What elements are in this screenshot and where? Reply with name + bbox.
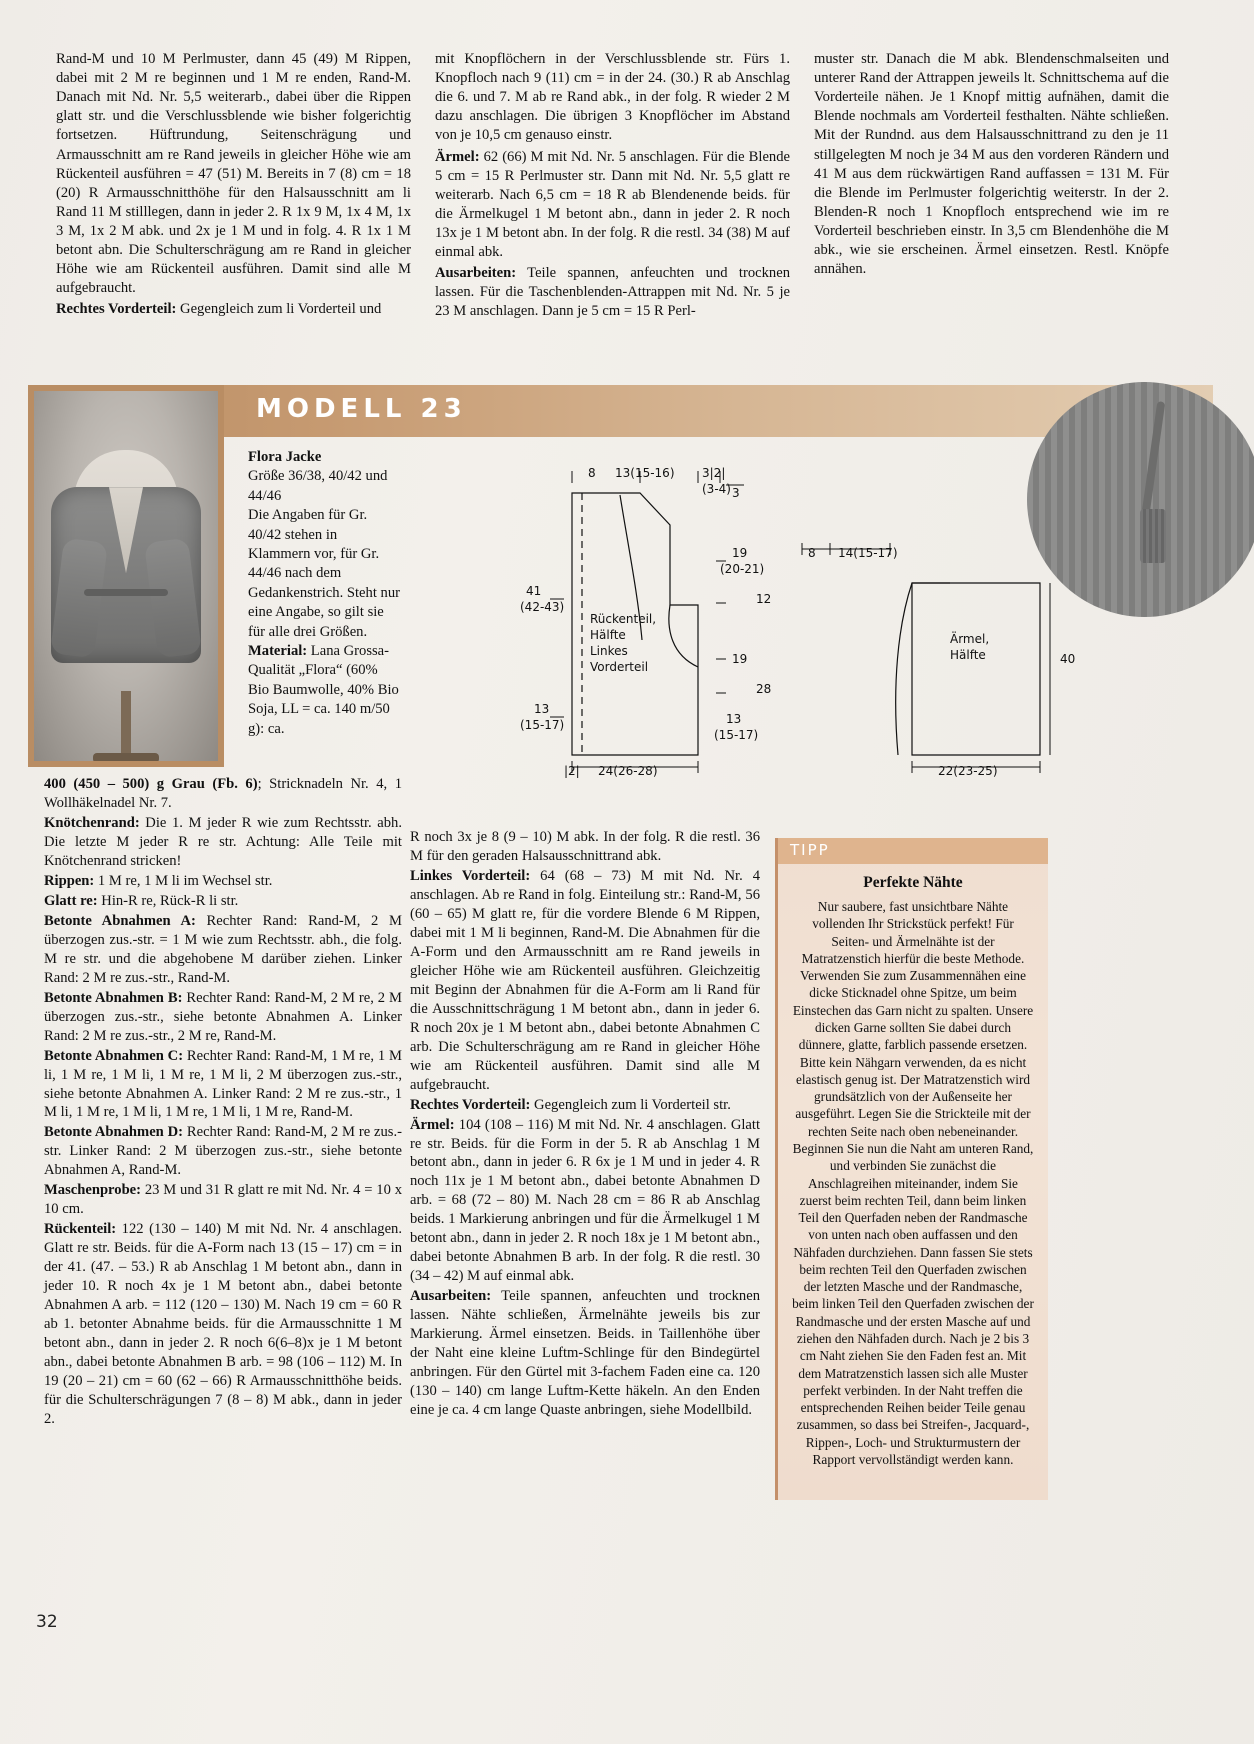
subheading: Betonte Abnahmen A: (44, 912, 196, 929)
measure-sleeve-top-8: 8 (808, 546, 816, 560)
measure-mid-15-17: (15-17) (714, 728, 759, 742)
material-text: Lana Grossa-Qualität „Flora“ (60% Bio Baumwolle, 40% Bio Soja, LL = ca. 140 m/50 g): ca. (248, 643, 399, 737)
material-amount: 400 (450 – 500) g Grau (Fb. 6) (44, 776, 258, 792)
measure-top-13: 13(15-16) (615, 466, 675, 480)
middle-instructions-column (410, 828, 760, 1421)
top-column-2 (435, 50, 790, 324)
measure-left-41: 41 (526, 584, 542, 598)
paragraph: R noch 3x je 8 (9 – 10) M abk. In der folg. R die restl. 36 M für den geraden Halsausschnittrand abk. (410, 829, 760, 864)
measure-mid-13: 13 (726, 712, 742, 726)
subheading: Ärmel: (410, 1116, 455, 1133)
paragraph-text: 1 M re, 1 M li im Wechsel str. (94, 872, 273, 889)
model-sizes: Größe 36/38, 40/42 und 44/46 (248, 468, 388, 504)
measure-top-8: 8 (588, 466, 596, 480)
paragraph-text: 122 (130 – 140) M mit Nd. Nr. 4 anschlagen. Glatt re str. Beids. für die A-Form nach 13 (15 – 17) cm = in der 41. (47. – 53.) R ab Anschlag 1 M betont abn., dann in jeder 10. R noch 4x je 1 M betont abn., dabei betonte Abnahmen A arb. = 112 (120 – 130) M. Nach 19 cm = 60 R ab 1. betonter Abnahme beids. für die Armausschnitte 1 M betont abn., dann in jeder 2. R noch 6(6–8)x je 1 M betont abn., dabei betonte Abnahmen B arb. = 98 (106 – 112) M. In 19 (20 – 21) cm = 60 (62 – 66) R Armausschnitthöhe beids. für die Schulterschrägungen 7 (8 – 8) M abk., dann in jeder 2. (44, 1221, 402, 1427)
subheading: Betonte Abnahmen C: (44, 1047, 184, 1064)
measure-left-13: 13 (534, 702, 550, 716)
material-continuation (44, 775, 402, 813)
measure-sleeve-top-14: 14(15-17) (838, 546, 898, 560)
subheading: Betonte Abnahmen B: (44, 989, 183, 1006)
paragraph: Ärmel: 62 (66) M mit Nd. Nr. 5 anschlagen. Für die Blende 5 cm = 15 R Perlmuster str. Dann mit Nd. Nr. 5,5 glatt re weiterarb. Nach 6,5 cm = 18 R ab Blendenende beids. für die Ärmelkugel 1 M betont abn., dann in jeder 2. R noch 13x je 1 M betont abn. In der folg. R die restl. 34 (38) M auf einmal abk. (435, 148, 790, 261)
measure-mid-19b: 19 (732, 652, 748, 666)
paragraph (44, 872, 402, 891)
paragraph (44, 989, 402, 1046)
paragraph-text: Die 1. M jeder R wie zum Rechtsstr. abh. Die letzte M jeder R re str. Achtung: Alle Teile mit Knötchenrand stricken! (44, 814, 402, 869)
jacket-shape (51, 487, 201, 663)
schematic-diagram (520, 455, 1210, 795)
measure-mid-19: 19 (732, 546, 748, 560)
top-text-columns (56, 50, 1206, 324)
paragraph (410, 1287, 760, 1420)
measure-mid-20-21: (20-21) (720, 562, 765, 576)
paragraph: mit Knopflöchern in der Verschlussblende str. Fürs 1. Knopfloch nach 9 (11) cm = in der 24. (30.) R ab Anschlag die 6. und 7. M ab re Rand abk., in der folg. R wieder 2 M dazu anschlagen. Die übrigen 3 Knopflöcher im Abstand von je 10,5 cm genauso einstr. (435, 51, 790, 144)
subheading: Ausarbeiten: (435, 265, 517, 282)
paragraph (410, 1096, 760, 1115)
paragraph (410, 1116, 760, 1287)
model-photo-image (34, 391, 218, 761)
subheading: Rippen: (44, 872, 95, 889)
sleeve-right-shape (144, 538, 202, 658)
paragraph-text: Rechter Rand: Rand-M, 1 M re, 1 M li, 1 M re, 1 M li, 1 M re, 1 M li, 2 M überzogen zus.-str., siehe betonte Abnahmen A. Linker Rand: 2 M re zus.-str., 1 M li, 1 M re, 1 M li, 1 M re, 1 M li, 1 M re, Rand-M. (44, 1047, 402, 1121)
tip-box (775, 838, 1048, 1500)
label-body-3: Linkes (590, 644, 628, 658)
paragraph-text: Hin-R re, Rück-R li str. (97, 892, 239, 909)
paragraph (44, 1220, 402, 1429)
sleeve-cap-curve (896, 583, 912, 755)
measure-top-3-boxed: 3 (732, 486, 740, 500)
model-name: Flora Jacke (248, 449, 322, 465)
paragraph: Ausarbeiten: Teile spannen, anfeuchten und trocknen lassen. Für die Taschenblenden-Attrappen mit Nd. Nr. 5 je 23 M anschlagen. Dann je 5 cm = 15 R Perl- (435, 265, 790, 320)
material-label: Material: (248, 643, 308, 660)
model-material (248, 642, 400, 739)
paragraph: Rand-M und 10 M Perlmuster, dann 45 (49) M Rippen, dabei mit 2 M re beginnen und 1 M re enden, Rand-M. Danach mit Nd. Nr. 5,5 weiterarb., dabei über die Rippen glatt str. und die Verschlussblende wie bisher folgerichtig fortsetzen. Hüftrundung, Seitenschrägung und Armausschnitt am re Rand jeweils in gleicher Höhe wie am Rückenteil ausführen = 47 (51) M. Bereits in 7 (8) cm = 18 (20) R Armausschnitthöhe für den Halsausschnitt am li Rand 11 M stilllegen, dann in jeder 2. R 1x 9 M, 1x 4 M, 1x 3 M, 1x 2 M abk. und 2x je 1 M und in folg. 4. R 1x 1 M betont abn. Die Schulterschrägung am re Rand in gleicher Höhe wie am Rückenteil ausführen. Damit sind alle M aufgebraucht. (56, 51, 411, 297)
subheading: Glatt re: (44, 892, 98, 909)
paragraph (44, 912, 402, 988)
paragraph-text: Rechter Rand: Rand-M, 2 M re, 2 M überzogen zus.-str., siehe betonte Abnahmen A. Linker Rand: 2 M re zus.-str., 2 M re, Rand-M. (44, 989, 403, 1044)
subheading: Linkes Vorderteil: (410, 867, 531, 884)
subheading: Betonte Abnahmen D: (44, 1124, 184, 1141)
top-column-3 (814, 50, 1169, 324)
measure-left-15-17: (15-17) (520, 718, 565, 732)
label-sleeve-2: Hälfte (950, 648, 986, 662)
measure-bottom-2: |2| (564, 764, 580, 778)
paragraph-text: 64 (68 – 73) M mit Nd. Nr. 4 anschlagen. Ab re Rand in folg. Einteilung str.: Rand-M, 56 (60 – 65) M glatt re, für die vordere Blende 6 M Rippen, dabei mit 1 M li beginnen, Rand-M. Die Abnahmen für die A-Form und den Armausschnitt am re Rand jeweils in gleicher Höhe wie am Rückenteil ausführen. Gleichzeitig mit Beginn der Abnahmen für die A-Form am li Rand für die Ausschnittschrägung 1 M betont abn., dann in jeder 6. R noch 20x je 1 M betont abn., dabei betonte Abnahmen C arb. Die Schulterschrägung am re Rand in gleicher Höhe wie am Rückenteil ausführen. Damit sind alle M aufgebraucht. (410, 867, 760, 1093)
subheading: Ausarbeiten: (410, 1288, 492, 1305)
measure-sleeve-bottom: 22(23-25) (938, 764, 998, 778)
mannequin-stand (121, 691, 131, 757)
sleeve-piece-outline (912, 583, 1040, 755)
subheading: Rückenteil: (44, 1221, 117, 1238)
measure-mid-12: 12 (756, 592, 772, 606)
label-sleeve-1: Ärmel, (950, 632, 990, 646)
paragraph (44, 1181, 402, 1219)
model-description (248, 448, 400, 739)
paragraph (44, 1123, 402, 1180)
material-needles: ; Stricknadeln Nr. 4, 1 Wollhäkelnadel Nr. 7. (44, 776, 402, 811)
subheading: Ärmel: (435, 148, 480, 165)
subheading: Maschenprobe: (44, 1182, 142, 1199)
tip-body: Nur saubere, fast unsichtbare Nähte vollenden Ihr Strickstück perfekt! Für Seiten- und Ärmelnähte ist der Matratzenstich hierfür die beste Methode. Verwenden Sie zum Zusammennähen eine dicke Sticknadel ohne Spitze, um beim Einstechen das Garn nicht zu spalten. Unsere dicken Garne sollten Sie dabei durch dünnere, glatte, farblich passende ersetzen. Bitte kein Nähgarn verwenden, da es nicht elastisch genug ist. Der Matratzenstich wird grundsätzlich von der Außenseite her ausgeführt. Legen Sie die Strickteile mit der rechten Seite nach oben nebeneinander. Beginnen Sie nun die Naht am unteren Rand, und verbinden Sie zunächst die Anschlagreihen miteinander, indem Sie zuerst beim rechten Teil, dann beim linken Teil den Querfaden neben der Randmasche von unten nach oben auffassen und den Nähfaden durchziehen. Dann fassen Sie stets beim rechten Teil den Querfaden zwischen der letzten Masche und der Randmasche, beim linken Teil den Querfaden zwischen der Randmasche und der ersten Masche auf und ziehen den Nähfaden durch. Nach je 2 bis 3 cm Naht ziehen Sie den Faden fest an. Mit dem Matratzenstich lassen sich alle Muster perfekt verbinden. In der Naht treffen die entsprechenden Reihen beider Teile genau zusammen, so dass bei Streifen-, Jacquard-, Rippen-, Loch- und Strukturmustern der Rapport vervollständigt werden kann. (792, 899, 1034, 1467)
measure-sleeve-40: 40 (1060, 652, 1076, 666)
model-sizes-note: Die Angaben für Gr. 40/42 stehen in Klammern vor, für Gr. 44/46 nach dem Gedankenstrich. Steht nur eine Angabe, so gilt sie für alle drei Größen. (248, 507, 400, 640)
top-column-1 (56, 50, 411, 324)
label-body-4: Vorderteil (590, 660, 649, 674)
armhole-curve (669, 605, 698, 667)
subheading: Rechtes Vorderteil: (410, 1096, 531, 1113)
paragraph-text: 104 (108 – 116) M mit Nd. Nr. 4 anschlagen. Glatt re str. Beids. für die Form in der 5. R ab Anschlag 1 M betont abn., dann in jeder 6. R 6x je 1 M und in jeder 4. R noch 11x je 1 M betont abn., dabei betonte Abnahmen D arb. = 68 (72 – 80) M. Nach 28 cm = 86 R ab Anschlag beids. 1 Markierung anbringen und für die Ärmelkugel 1 M betont abn., dann in jeder 2. R noch 18x je 1 M betont abn., dabei betonte Abnahmen B arb. In der folg. R die restl. 30 (34 – 42) M auf einmal abk. (410, 1116, 760, 1285)
paragraph-text: Rechter Rand: Rand-M, 2 M überzogen zus.-str. = 1 M wie zum Rechtsstr. abh., die folg. M re str. und die abgehobene M darüber ziehen. Linker Rand: 2 M re zus.-str., Rand-M. (44, 912, 402, 986)
paragraph: muster str. Danach die M abk. Blendenschmalseiten und unterer Rand der Attrappen jeweils lt. Schnittschema auf die Vorderteile nähen. Je 1 Knopf mittig aufnähen, damit die Blende nochmals am Vorderteil festhalten. Nähte schließen. Mit der Rundnd. aus dem Halsausschnittrand zu den je 11 stillgelegten M noch je 34 M aus den vorderen Rändern und 41 M aus dem rückwärtigen Rand auffassen = 131 M. Für die Blende im Perlmuster folgerichtig weiterstr. In der 2. Blenden-R noch 1 Knopfloch entsprechend wie im re Vorderteil beschrieben einstr. In 3,5 cm Blendenhöhe die M abk., wie sie erscheinen. Ärmel einsetzen. Restl. Knöpfe annähen. (814, 51, 1169, 278)
measure-top-3-2: 3|2| (702, 466, 726, 480)
paragraph-text: 23 M und 31 R glatt re mit Nd. Nr. 4 = 10 x 10 cm. (44, 1182, 402, 1218)
page-number: 32 (36, 1612, 58, 1632)
paragraph: Rechtes Vorderteil: Gegengleich zum li Vorderteil und (56, 301, 382, 318)
subheading: Rechtes Vorderteil: (56, 301, 177, 318)
sleeve-left-shape (50, 538, 108, 658)
label-body-1: Rückenteil, (590, 612, 657, 626)
tip-label: TIPP (790, 841, 830, 859)
measure-left-42-43: (42-43) (520, 600, 565, 614)
measure-mid-28: 28 (756, 682, 772, 696)
label-body-2: Hälfte (590, 628, 626, 642)
model-band-title: MODELL 23 (256, 394, 467, 424)
measure-top-3-4: (3-4) (702, 482, 731, 496)
paragraph-text: Teile spannen, anfeuchten und trocknen lassen. Nähte schließen, Ärmelnähte jeweils bis zur Markierung. Ärmel einsetzen. Beids. in Taillenhöhe über der Naht eine kleine Luftm-Schlinge für den Bindegürtel anbringen. Für den Gürtel mit 3-fachem Faden eine ca. 120 (130 – 140) cm lange Luftm-Kette häkeln. An den Enden eine je ca. 4 cm lange Quaste anbringen, siehe Modellbild. (410, 1288, 760, 1419)
paragraph-text: Gegengleich zum li Vorderteil str. (530, 1096, 731, 1113)
left-instructions-column (44, 775, 402, 1430)
belt-shape (84, 589, 168, 596)
subheading: Knötchenrand: (44, 814, 140, 831)
measure-bottom-24: 24(26-28) (598, 764, 658, 778)
paragraph (44, 814, 402, 871)
schematic-svg (520, 455, 1210, 795)
paragraph (44, 892, 402, 911)
tip-title: Perfekte Nähte (863, 874, 963, 891)
paragraph (44, 1047, 402, 1123)
paragraph-text: Rechter Rand: Rand-M, 2 M re zus.-str. Linker Rand: 2 M überzogen zus.-str., siehe betonte Abnahmen A, Rand-M. (44, 1124, 402, 1179)
paragraph (410, 867, 760, 1095)
model-photo (28, 385, 224, 767)
